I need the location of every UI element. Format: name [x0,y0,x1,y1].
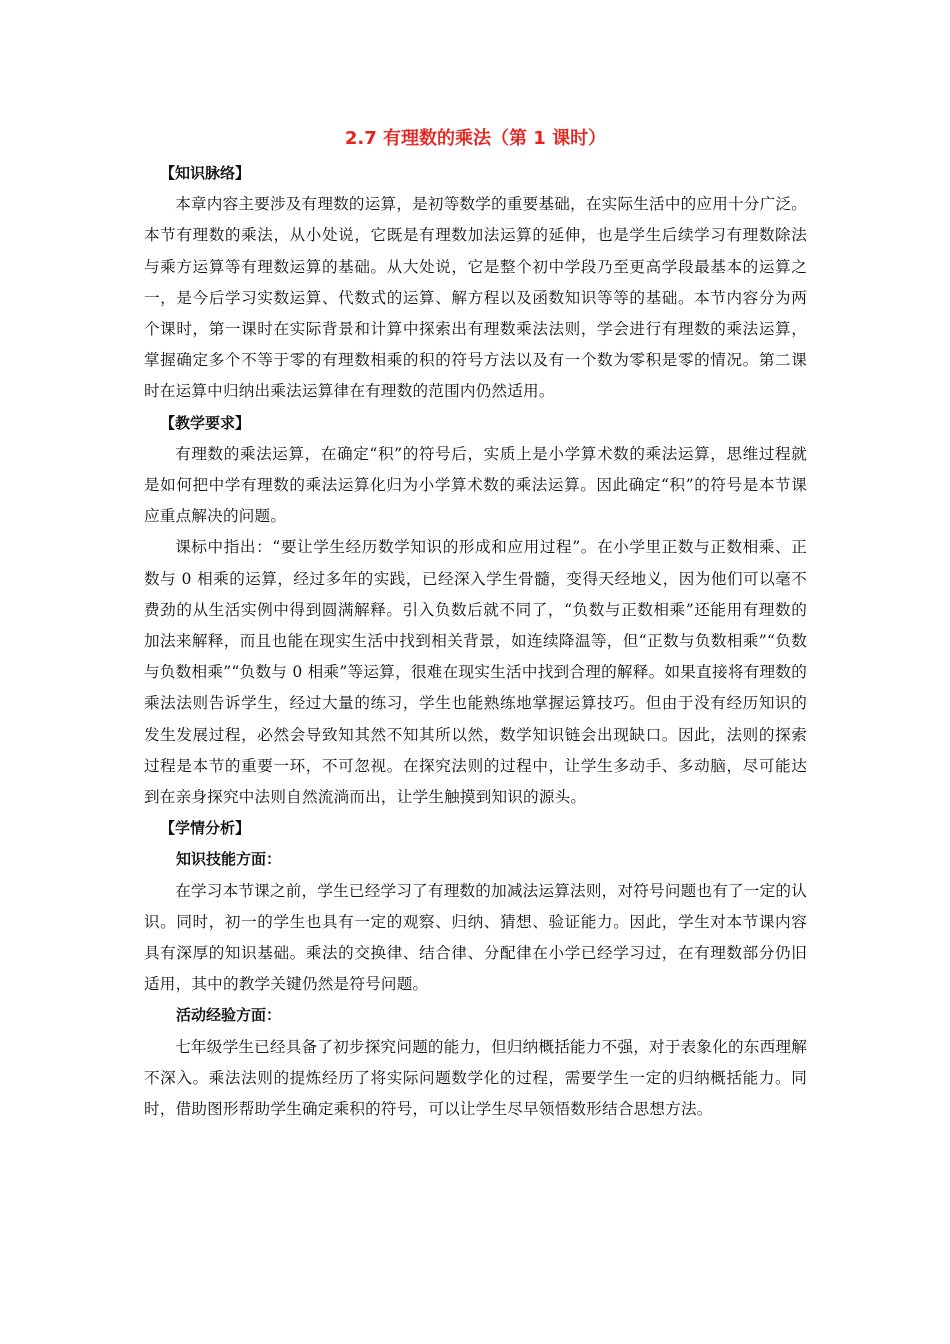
section-heading-student-analysis: 【学情分析】 [160,819,251,838]
document-body [144,124,807,1125]
subheading-knowledge-skills: 知识技能方面： [176,850,282,869]
document-title: 2.7 有理数的乘法（第 1 课时） [344,128,607,149]
section-heading-knowledge-context: 【知识脉络】 [160,164,251,182]
paragraph: 本章内容主要涉及有理数的运算，是初等数学的重要基础，在实际生活中的应用十分广泛。本节有理数的乘法，从小处说，它既是有理数加法运算的延伸，也是学生后续学习有理数除法与乘方运算等有理数运算的基础。从大处说，它是整个初中学段乃至更高学段最基本的运算之一，是今后学习实数运算、代数式的运算、解方程以及函数知识等等的基础。本节内容分为两个课时，第一课时在实际背景和计算中探索出有理数乘法法则，学会进行有理数的乘法运算，掌握确定多个不等于零的有理数相乘的积的符号方法以及有一个数为零积是零的情况。第二课时在运算中归纳出乘法运算律在有理数的范围内仍然适用。 [144,195,807,401]
paragraph: 课标中指出：“要让学生经历数学知识的形成和应用过程”。在小学里正数与正数相乘、正数与 0 相乘的运算，经过多年的实践，已经深入学生骨髓，变得天经地义，因为他们可以毫不费劲的从生活实例中得到圆满解释。引入负数后就不同了，“负数与正数相乘”还能用有理数的加法来解释，而且也能在现实生活中找到相关背景，如连续降温等，但“正数与负数相乘”“负数与负数相乘”“负数与 0 相乘”等运算，很难在现实生活中找到合理的解释。如果直接将有理数的乘法法则告诉学生，经过大量的练习，学生也能熟练地掌握运算技巧。但由于没有经历知识的发生发展过程，必然会导致知其然不知其所以然，数学知识链会出现缺口。因此，法则的探索过程是本节的重要一环，不可忽视。在探究法则的过程中，让学生多动手、多动脑，尽可能达到在亲身探究中法则自然流淌而出，让学生触摸到知识的源头。 [144,538,807,807]
paragraph: 在学习本节课之前，学生已经学习了有理数的加减法运算法则，对符号问题也有了一定的认识。同时，初一的学生也具有一定的观察、归纳、猜想、验证能力。因此，学生对本节课内容具有深厚的知识基础。乘法的交换律、结合律、分配律在小学已经学习过，在有理数部分仍旧适用，其中的教学关键仍然是符号问题。 [144,881,807,994]
section-heading-teaching-requirements: 【教学要求】 [160,413,251,432]
subheading-activity-experience: 活动经验方面： [176,1006,282,1025]
paragraph: 有理数的乘法运算，在确定“积”的符号后，实质上是小学算术数的乘法运算，思维过程就是如何把中学有理数的乘法运算化归为小学算术数的乘法运算。因此确定“积”的符号是本节课应重点解决的问题。 [144,444,807,526]
paragraph: 七年级学生已经具备了初步探究问题的能力，但归纳概括能力不强，对于表象化的东西理解不深入。乘法法则的提炼经历了将实际问题数学化的过程，需要学生一定的归纳概括能力。同时，借助图形帮助学生确定乘积的符号，可以让学生尽早领悟数形结合思想方法。 [144,1037,807,1119]
